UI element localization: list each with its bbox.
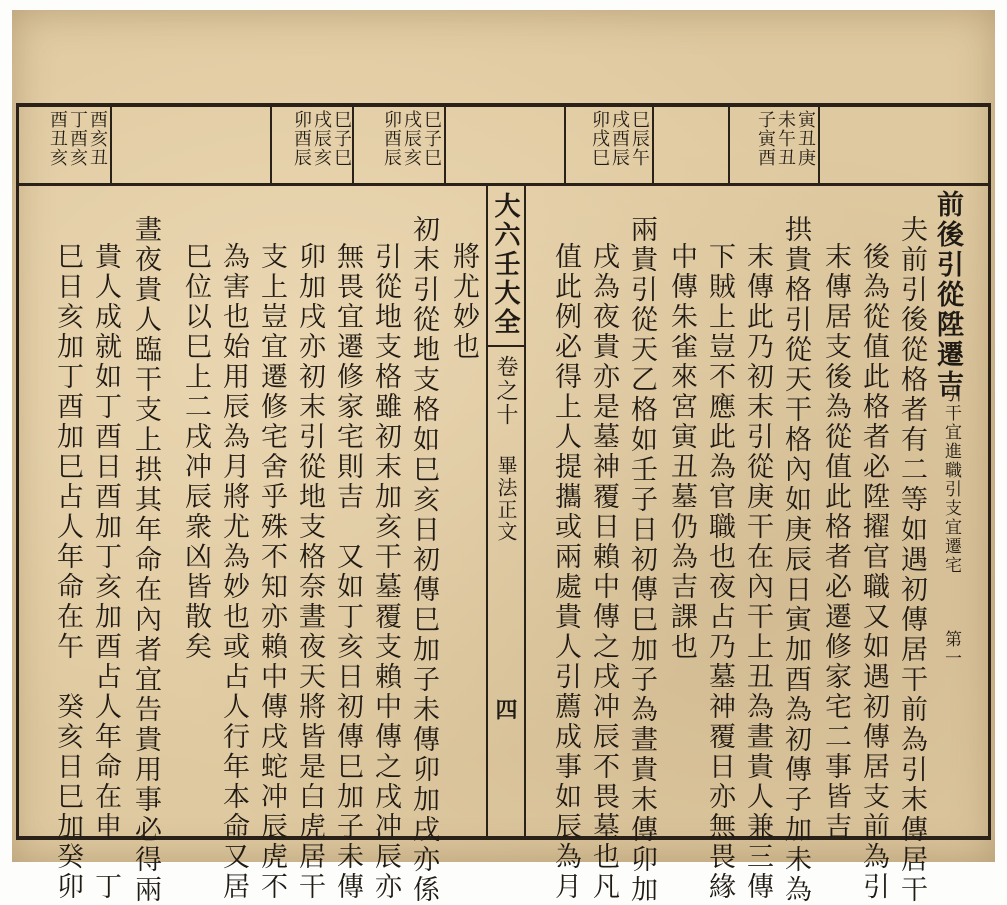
- text-column: 無畏宜遷修家宅則吉 又如丁亥日初傳巳加子未傳: [332, 242, 363, 902]
- book-page: [12, 10, 995, 905]
- text-column: 末傳居支後為從值此格者必遷修家宅二事皆吉: [820, 242, 851, 842]
- header-cell-text: 巳辰午: [629, 110, 650, 167]
- text-column: 拱貴格引從天干格內如庚辰日寅加酉為初傳子加未為: [780, 215, 811, 905]
- header-cell-text: 卯酉辰: [381, 110, 402, 167]
- text-column: 引從地支格雖初末加亥干墓覆支賴中傳之戌冲辰亦: [370, 242, 401, 902]
- header-cell-text: 丁酉亥: [67, 110, 88, 167]
- header-cell-divider: [652, 105, 654, 185]
- text-column: 兩貴引從天乙格如壬子日初傳巳加子為晝貴末傳卯加: [626, 215, 657, 905]
- header-cell-4: [570, 110, 648, 180]
- header-cell-1: [30, 110, 106, 180]
- header-cell-text: 巳子巳: [331, 110, 352, 167]
- top-border-rule: [16, 103, 991, 107]
- text-column: 夫前引後從格者有二等如遇初傳居干前為引末傳居干: [896, 215, 927, 905]
- text-column: 巳日亥加丁酉加巳占人年命在午 癸亥日巳加癸卯: [52, 242, 83, 902]
- center-column-right-rule: [524, 186, 526, 838]
- header-cell-divider: [444, 105, 446, 185]
- section-heading-marker: 第一: [941, 630, 961, 668]
- text-column: 中傳朱雀來宮寅丑墓仍為吉課也: [666, 242, 697, 662]
- text-column: 晝夜貴人臨干支上拱其年命在內者宜告貴用事必得兩: [130, 215, 161, 905]
- text-column: 末傳此乃初末引從庚干在內干上丑為晝貴人兼三傳: [742, 242, 773, 902]
- header-cell-divider: [270, 105, 272, 185]
- text-column: 將尤妙也: [448, 242, 479, 362]
- header-cell-text: 酉亥丑: [87, 110, 108, 167]
- header-cell-divider: [110, 105, 112, 185]
- text-column: 後為從值此格者必陞擢官職又如遇初傳居支前為引: [858, 242, 889, 902]
- header-cell-text: 酉丑亥: [47, 110, 68, 167]
- section-heading: 前後引從陞遷吉: [932, 190, 963, 400]
- header-cell-divider: [728, 105, 730, 185]
- page-number: 四: [492, 698, 518, 720]
- header-cell-text: 卯酉辰: [291, 110, 312, 167]
- header-cell-text: 卯戌巳: [589, 110, 610, 167]
- section-label: 畢法正文: [494, 455, 518, 543]
- header-cell-text: 未午丑: [775, 110, 796, 167]
- header-cell-5: [734, 110, 814, 180]
- book-title: 大六壬大全: [490, 192, 520, 337]
- text-column: 下賊上豈不應此為官職也夜占乃墓神覆日亦無畏緣: [704, 242, 735, 902]
- header-bottom-rule: [16, 183, 991, 186]
- header-cell-divider: [818, 105, 820, 185]
- header-cell-text: 子寅酉: [755, 110, 776, 167]
- text-column: 卯加戌亦初末引從地支格奈晝夜天將皆是白虎居干: [294, 242, 325, 902]
- text-column: 初末引從地支格如巳亥日初傳巳加子未傳卯加戌亦係: [408, 215, 439, 905]
- left-border-rule: [16, 103, 19, 840]
- text-column: 戌為夜貴亦是墓神覆日賴中傳之戌冲辰不畏墓也凡: [588, 242, 619, 902]
- header-cell-text: 戌辰亥: [401, 110, 422, 167]
- text-column: 貴人成就如丁酉日酉加丁亥加酉占人年命在申 丁: [90, 242, 121, 902]
- text-column: 為害也始用辰為月將尤為妙也或占人行年本命又居: [218, 242, 249, 902]
- center-column-divider: [486, 345, 526, 347]
- header-cell-2: [274, 110, 350, 180]
- section-heading-note: 引干宜進職引支宜遷宅: [941, 385, 961, 575]
- header-cell-text: 戌辰亥: [311, 110, 332, 167]
- header-cell-divider: [564, 105, 566, 185]
- volume-label: 卷之十: [493, 355, 518, 427]
- header-cell-3: [358, 110, 440, 180]
- header-cell-text: 寅丑庚: [795, 110, 816, 167]
- text-column: 巳位以巳上二戌冲辰衆凶皆散矣: [180, 242, 211, 662]
- header-cell-divider: [352, 105, 354, 185]
- text-column: 值此例必得上人提攜或兩處貴人引薦成事如辰為月: [550, 242, 581, 902]
- header-cell-text: 戌酉辰: [609, 110, 630, 167]
- right-border-rule: [988, 103, 991, 840]
- center-column-left-rule: [486, 186, 488, 838]
- text-column: 支上豈宜遷修宅舍乎殊不知亦賴中傳戌蛇冲辰虎不: [256, 242, 287, 902]
- header-cell-text: 巳子巳: [421, 110, 442, 167]
